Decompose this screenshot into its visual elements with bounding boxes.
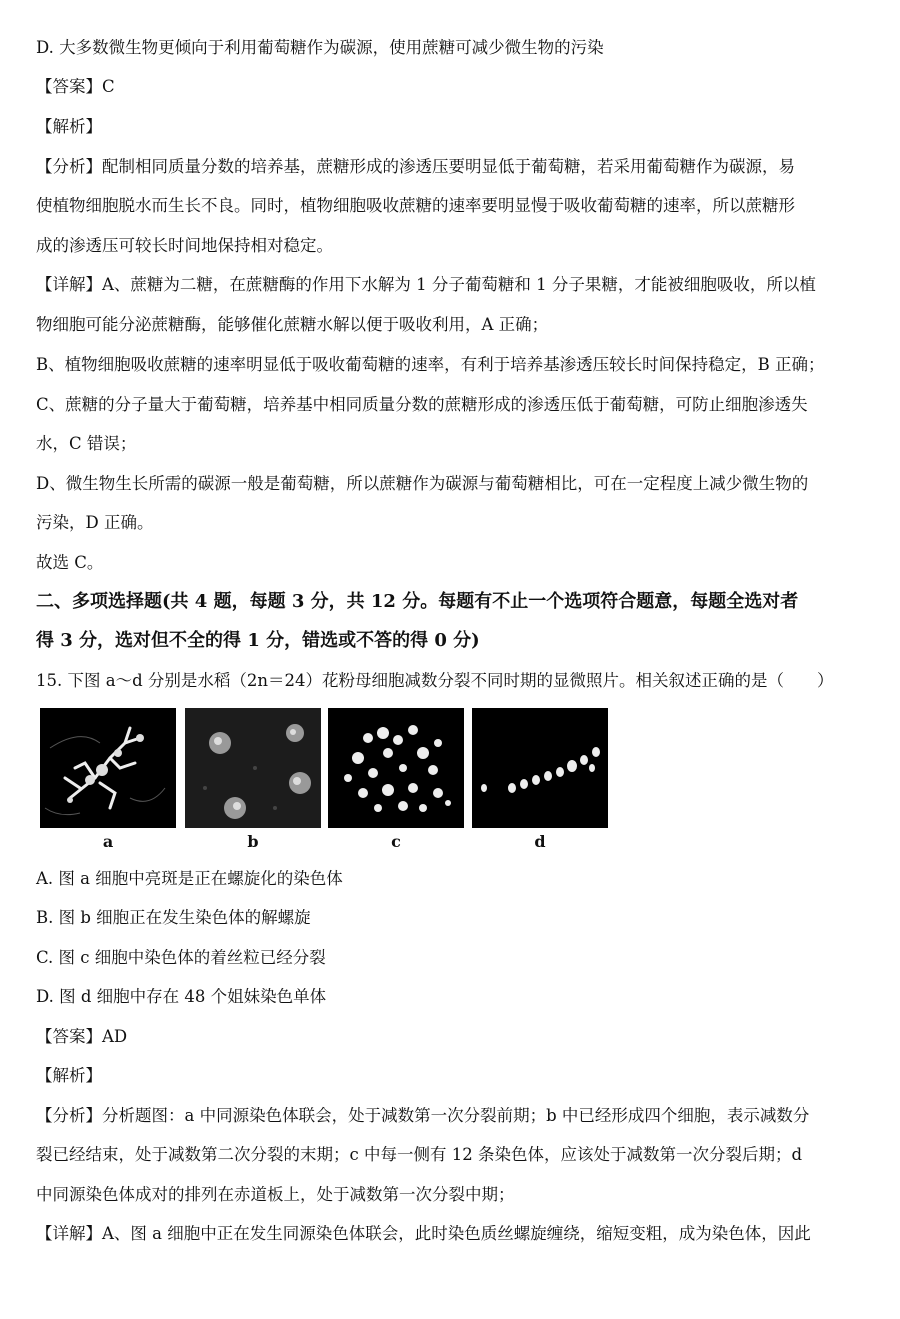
micrograph-b [185, 708, 321, 828]
section2-title-cont: 得 3 分，选对但不全的得 1 分，错选或不答的得 0 分) [36, 630, 480, 651]
micrograph-figures [40, 708, 620, 858]
q15-analysis-header: 【解析】 [36, 1066, 102, 1085]
q15-answer: 【答案】AD [36, 1027, 128, 1046]
q14-conclusion: 故选 C。 [36, 553, 104, 572]
q15-analysis-line: 中同源染色体成对的排列在赤道板上，处于减数第一次分裂中期； [36, 1185, 515, 1204]
q15-option-b: B. 图 b 细胞正在发生染色体的解螺旋 [36, 908, 311, 927]
q14-analysis-line: 成的渗透压可较长时间地保持相对稳定。 [36, 236, 333, 255]
q14-analysis-line: 【分析】配制相同质量分数的培养基，蔗糖形成的渗透压要明显低于葡萄糖，若采用葡萄糖作为碳源，易 [36, 157, 795, 176]
q14-detail-line: C、蔗糖的分子量大于葡萄糖，培养基中相同质量分数的蔗糖形成的渗透压低于葡萄糖，可防止细胞渗透失 [36, 395, 808, 414]
q15-analysis-line: 裂已经结束，处于减数第二次分裂的末期；c 中每一侧有 12 条染色体，应该处于减数第一次分裂后期；d [36, 1145, 803, 1164]
figure-label-c: c [391, 832, 401, 851]
micrograph-d [472, 708, 608, 828]
micrograph-a [40, 708, 176, 828]
q15-stem: 15. 下图 a～d 分别是水稻（2n＝24）花粉母细胞减数分裂不同时期的显微照片。相关叙述正确的是（ ） [36, 671, 834, 690]
q15-analysis-line: 【分析】分析题图：a 中同源染色体联会，处于减数第一次分裂前期；b 中已经形成四个细胞，表示减数分 [36, 1106, 810, 1125]
figure-label-b: b [247, 832, 259, 851]
q14-analysis-line: 使植物细胞脱水而生长不良。同时，植物细胞吸收蔗糖的速率要明显慢于吸收葡萄糖的速率，所以蔗糖形 [36, 196, 795, 215]
figure-label-a: a [102, 832, 114, 851]
q14-detail-line: 【详解】A、蔗糖为二糖，在蔗糖酶的作用下水解为 1 分子葡萄糖和 1 分子果糖，才能被细胞吸收，所以植 [36, 275, 816, 294]
section2-title: 二、多项选择题(共 4 题，每题 3 分，共 12 分。每题有不止一个选项符合题意，每题全选对者 [36, 591, 799, 612]
q14-option-d: D. 大多数微生物更倾向于利用葡萄糖作为碳源，使用蔗糖可减少微生物的污染 [36, 38, 604, 57]
q14-detail-line: 污染，D 正确。 [36, 513, 154, 532]
q15-option-a: A. 图 a 细胞中亮斑是正在螺旋化的染色体 [36, 869, 343, 888]
q14-detail-line: B、植物细胞吸收蔗糖的速率明显低于吸收葡萄糖的速率，有利于培养基渗透压较长时间保持稳定，B 正确； [36, 355, 825, 374]
micrograph-c [328, 708, 464, 828]
figure-label-d: d [534, 832, 546, 851]
q14-detail-line: 物细胞可能分泌蔗糖酶，能够催化蔗糖水解以便于吸收利用，A 正确； [36, 315, 549, 334]
q14-answer: 【答案】C [36, 77, 115, 96]
q14-detail-line: 水，C 错误； [36, 434, 137, 453]
q14-analysis-header: 【解析】 [36, 117, 102, 136]
q15-option-d: D. 图 d 细胞中存在 48 个姐妹染色单体 [36, 987, 327, 1006]
q15-detail-line: 【详解】A、图 a 细胞中正在发生同源染色体联会，此时染色质丝螺旋缠绕，缩短变粗，成为染色体，因此 [36, 1224, 811, 1243]
q14-detail-line: D、微生物生长所需的碳源一般是葡萄糖，所以蔗糖作为碳源与葡萄糖相比，可在一定程度上减少微生物的 [36, 474, 809, 493]
q15-option-c: C. 图 c 细胞中染色体的着丝粒已经分裂 [36, 948, 326, 967]
